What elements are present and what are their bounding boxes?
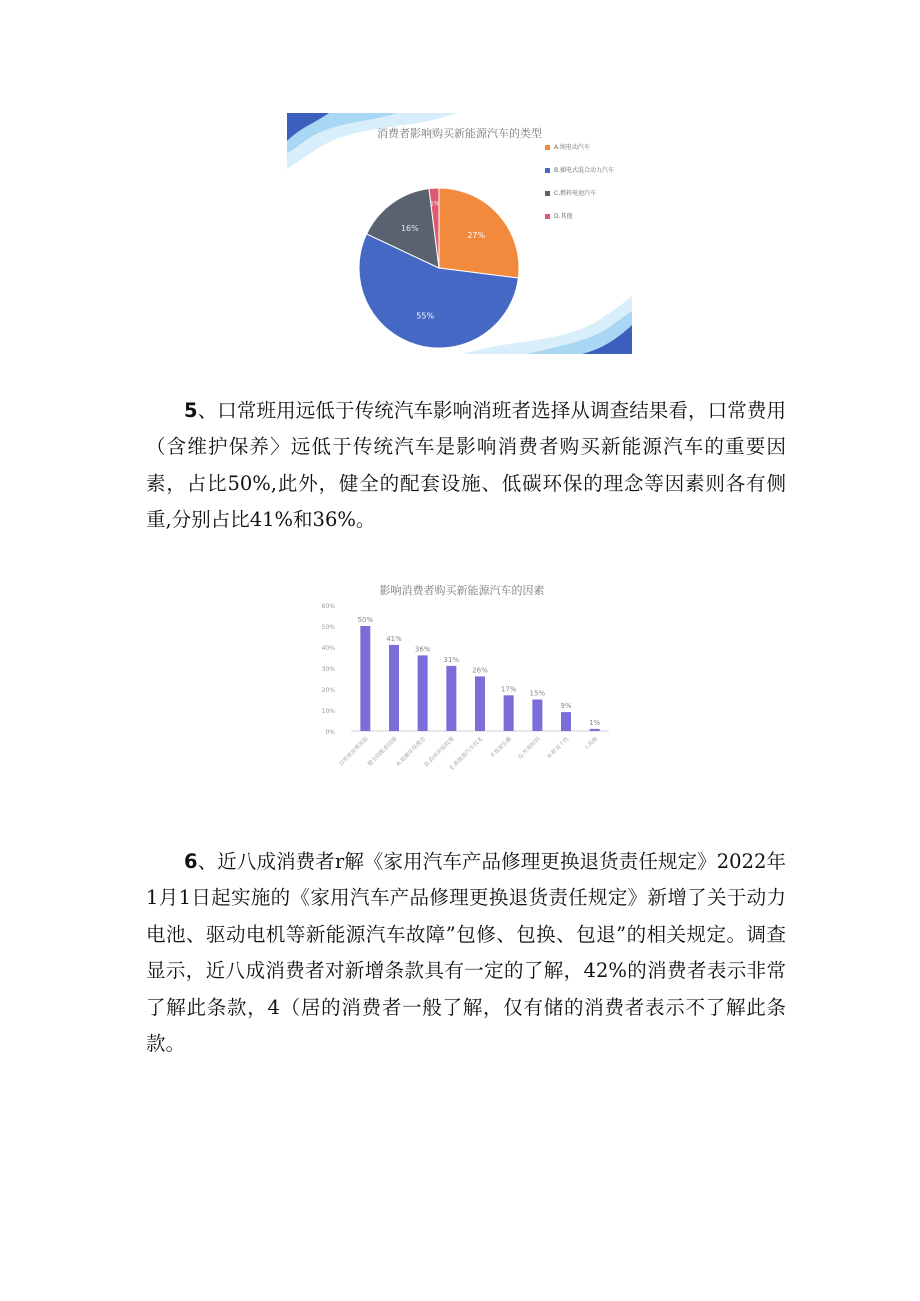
legend-label-b: B.插电式混合动力汽车 (554, 167, 615, 174)
bar-category-label-7: H.彰显个性 (546, 736, 571, 761)
bar-value-label-4: 26% (472, 666, 488, 675)
pie-slice-label-2: 16% (400, 223, 419, 233)
legend-item-a (545, 143, 627, 152)
bar-y-tick-0: 0% (325, 729, 335, 736)
paragraph-5-number: 5 (184, 398, 198, 422)
bar-category-label-0: 日常使用费用低 (338, 736, 370, 768)
bar-4 (475, 676, 485, 731)
bar-value-label-3: 31% (443, 655, 460, 664)
pie-chart-figure (287, 113, 632, 354)
bar-5 (504, 695, 514, 731)
bar-8 (590, 729, 600, 731)
paragraph-5 (146, 393, 786, 539)
legend-swatch-c (545, 191, 550, 196)
pie-slices (359, 188, 519, 348)
bar-1 (389, 645, 399, 731)
legend-label-d: D.其他 (554, 213, 573, 220)
bar-chart-figure (311, 577, 613, 798)
bar-value-label-5: 17% (500, 685, 517, 694)
paragraph-5-text: 、口常班用远低于传统汽车影响消班者选择从调查结果看，口常费用（含维护保养〉远低于传统汽车是影响消费者购买新能源汽车的重要因素，占比50%,此外，健全的配套设施、低碳环保的理念等因素则各有侧重,分别占比41%和36%。 (146, 398, 786, 531)
legend-swatch-b (545, 168, 550, 173)
bar-3 (446, 666, 456, 731)
pie-slice-label-1: 55% (416, 311, 435, 321)
bar-6 (532, 700, 542, 732)
bar-value-label-8: 1% (589, 718, 601, 727)
bar-category-label-1: 健全的配套设施 (366, 736, 399, 768)
legend-item-b (545, 166, 627, 175)
bar-7 (561, 712, 571, 731)
bar-y-ticks (322, 603, 336, 736)
bar-category-label-4: E.新能源汽车技术 (449, 736, 485, 772)
bar-value-label-1: 41% (386, 634, 402, 643)
bar-value-label-6: 15% (529, 689, 546, 698)
bar-y-tick-6: 60% (321, 603, 335, 610)
bar-0 (360, 626, 370, 731)
pie-slice-label-0: 27% (467, 231, 486, 241)
legend-swatch-a (545, 145, 550, 150)
bar-y-tick-1: 10% (321, 708, 335, 715)
legend-swatch-d (545, 214, 550, 219)
bar-y-tick-4: 40% (321, 645, 335, 652)
bar-chart-title: 影响消费者购买新能源汽车的因素 (379, 584, 545, 597)
bar-value-label-0: 50% (357, 616, 374, 624)
pie-legend (545, 143, 627, 235)
bar-y-tick-3: 30% (321, 666, 335, 673)
bar-2 (418, 655, 428, 731)
bar-y-tick-2: 20% (321, 687, 335, 694)
bar-value-label-2: 36% (414, 645, 431, 654)
bar-value-label-7: 9% (560, 702, 572, 711)
bar-chart-canvas (311, 577, 613, 798)
bar-category-label-8: I.其他 (584, 736, 600, 751)
paragraph-6 (146, 844, 786, 1063)
bar-marks (358, 616, 601, 731)
bar-category-label-3: D.政府补贴政策 (423, 736, 456, 768)
bar-category-label-5: F.驾驶乐趣 (490, 736, 514, 759)
bar-y-tick-5: 50% (321, 624, 335, 631)
legend-item-d (545, 212, 627, 221)
paragraph-6-number: 6 (184, 849, 198, 873)
paragraph-6-text: 、近八成消费者r解《家用汽车产品修理更换退货责任规定》2022年1月1日起实施的《家用汽车产品修理更换退货责任规定》新增了关于动力电池、驱动电机等新能源汽车故障”包修、包换、包退”的相关规定。调查显示，近八成消费者对新增条款具有一定的了解，42%的消费者表示非常了解此条款，4（居的消费者一般了解，仅有储的消费者表示不了解此条款。 (146, 849, 786, 1055)
bar-category-label-2: A.低碳环保理念 (395, 736, 428, 768)
legend-label-c: C.燃料电池汽车 (554, 190, 597, 197)
legend-label-a: A.纯电动汽车 (554, 144, 590, 151)
pie-slice-label-3: 1% (430, 200, 440, 208)
bar-x-ticks (337, 734, 600, 771)
pie-chart-title: 消费者影响购买新能源汽车的类型 (377, 127, 542, 140)
legend-item-c (545, 189, 627, 198)
bar-category-label-6: G.外观时尚 (517, 736, 542, 761)
